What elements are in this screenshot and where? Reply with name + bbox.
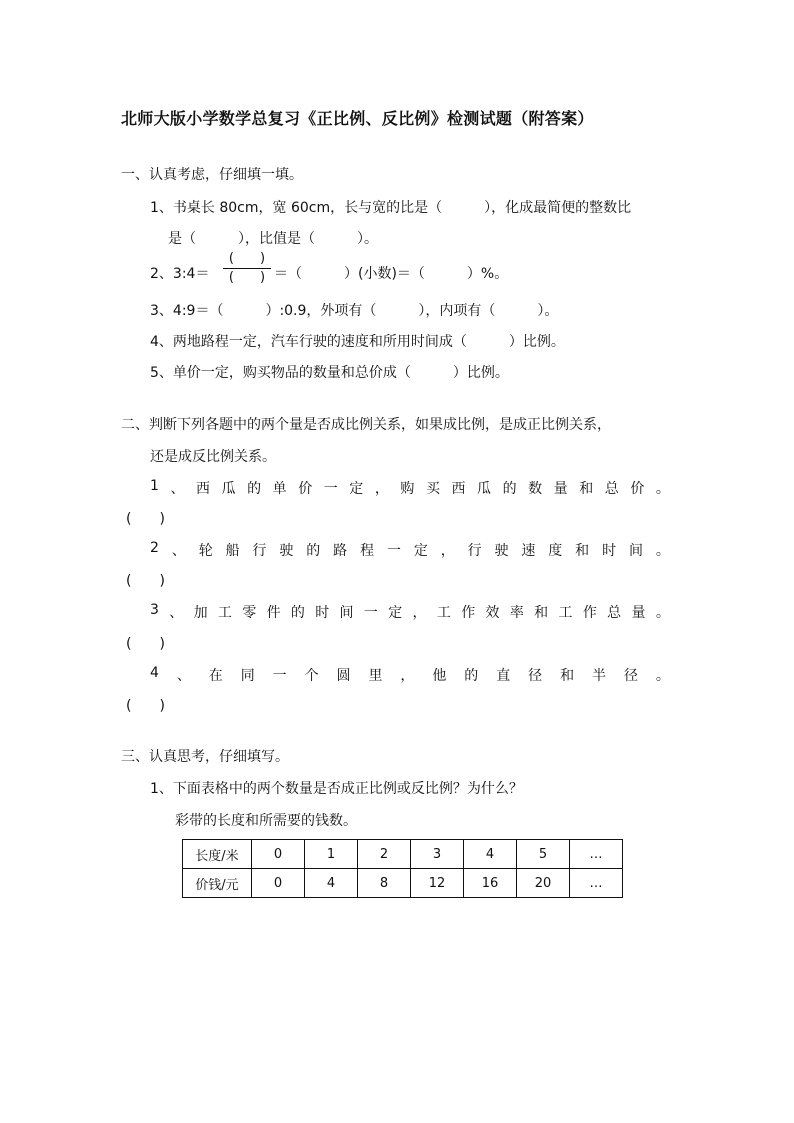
judge-char: 同	[240, 668, 255, 684]
table-cell: 1	[305, 840, 358, 869]
question-1-4: 4、两地路程一定，汽车行驶的速度和所用时间成（ ）比例。	[150, 334, 565, 350]
judge-item-3-paren: ( )	[126, 636, 165, 652]
judge-char: 3	[150, 602, 159, 618]
judge-char: 西	[196, 481, 211, 497]
table-caption: 彩带的长度和所需要的钱数。	[175, 813, 357, 829]
judge-char: 时	[315, 605, 330, 621]
judge-char: 的	[306, 543, 321, 559]
question-1-2-lead: 2、3:4＝	[150, 266, 210, 282]
judge-char: 径	[528, 668, 543, 684]
table-cell: 2	[358, 840, 411, 869]
table-cell: 0	[252, 840, 305, 869]
judge-char: 直	[496, 668, 511, 684]
judge-char: 一	[386, 543, 401, 559]
judge-char: 他	[432, 668, 447, 684]
judge-char: 量	[553, 481, 568, 497]
judge-char: 工	[558, 605, 573, 621]
judge-item-2	[150, 540, 670, 560]
judge-char: 一	[272, 668, 287, 684]
judge-char: 、	[171, 543, 186, 559]
judge-char: 驶	[494, 543, 509, 559]
judge-item-4-paren: ( )	[126, 698, 165, 714]
judge-char: 驶	[279, 543, 294, 559]
table-cell: 0	[252, 869, 305, 898]
table-cell: 3	[411, 840, 464, 869]
table-cell: 4	[305, 869, 358, 898]
judge-item-3	[150, 602, 670, 622]
judge-char: 西	[451, 481, 466, 497]
judge-char: 单	[272, 481, 287, 497]
judge-char: 工	[217, 605, 232, 621]
fraction-bar	[223, 268, 271, 269]
judge-char: 定	[349, 481, 364, 497]
judge-char: 工	[436, 605, 451, 621]
judge-char: 速	[521, 543, 536, 559]
table-cell: 12	[411, 869, 464, 898]
table-cell: 20	[517, 869, 570, 898]
judge-char: ，	[374, 481, 389, 497]
section-1-heading: 一、认真考虑，仔细填一填。	[121, 167, 303, 183]
judge-char: 价	[630, 481, 645, 497]
judge-char: 数	[528, 481, 543, 497]
judge-char: 轮	[198, 543, 213, 559]
judge-char: 间	[628, 543, 643, 559]
question-1-2-fraction	[223, 251, 271, 286]
judge-char: 1	[150, 478, 159, 494]
judge-char: 作	[582, 605, 597, 621]
judge-char: 度	[548, 543, 563, 559]
judge-char: 、	[169, 605, 184, 621]
judge-char: 的	[290, 605, 305, 621]
judge-char: 的	[502, 481, 517, 497]
judge-char: 径	[623, 668, 638, 684]
judge-char: 率	[509, 605, 524, 621]
table-cell: 4	[464, 840, 517, 869]
judge-char: 作	[461, 605, 476, 621]
judge-char: ，	[412, 605, 427, 621]
judge-char: 半	[592, 668, 607, 684]
page-title: 北师大版小学数学总复习《正比例、反比例》检测试题（附答案）	[121, 109, 594, 128]
judge-char: 效	[485, 605, 500, 621]
judge-char: 瓜	[477, 481, 492, 497]
judge-char: 。	[655, 605, 670, 621]
judge-char: 行	[252, 543, 267, 559]
table-row-price	[183, 869, 623, 898]
judge-char: 总	[607, 605, 622, 621]
price-table	[182, 839, 623, 898]
judge-char: 的	[247, 481, 262, 497]
table-cell: 价钱/元	[183, 869, 252, 898]
judge-char: 个	[304, 668, 319, 684]
judge-char: 、	[170, 481, 185, 497]
judge-char: 瓜	[221, 481, 236, 497]
judge-char: 间	[339, 605, 354, 621]
judge-char: 买	[425, 481, 440, 497]
judge-char: 圆	[336, 668, 351, 684]
table-cell: 8	[358, 869, 411, 898]
judge-char: 价	[298, 481, 313, 497]
judge-item-2-paren: ( )	[126, 573, 165, 589]
question-1-1-line-1: 1、书桌长 80cm，宽 60cm，长与宽的比是（ ），化成最简便的整数比	[150, 200, 632, 216]
judge-item-1-paren: ( )	[126, 511, 165, 527]
judge-item-4	[150, 665, 670, 685]
judge-char: 定	[413, 543, 428, 559]
table-cell: 5	[517, 840, 570, 869]
judge-char: ，	[400, 668, 415, 684]
judge-char: 在	[208, 668, 223, 684]
judge-char: 里	[368, 668, 383, 684]
judge-char: 量	[631, 605, 646, 621]
judge-char: 零	[242, 605, 257, 621]
judge-char: 购	[400, 481, 415, 497]
table-cell: 长度/米	[183, 840, 252, 869]
judge-item-1	[150, 478, 670, 498]
judge-char: 和	[575, 543, 590, 559]
question-1-2-tail: ＝（ ）(小数)＝（ ）%。	[274, 266, 509, 282]
section-2-heading-line-2: 还是成反比例关系。	[150, 449, 276, 465]
judge-char: 程	[360, 543, 375, 559]
table-cell: …	[570, 840, 623, 869]
judge-char: 2	[150, 540, 159, 556]
question-1-5: 5、单价一定，购买物品的数量和总价成（ ）比例。	[150, 365, 509, 381]
judge-char: 、	[176, 668, 191, 684]
question-3-1: 1、下面表格中的两个数量是否成正比例或反比例？为什么？	[150, 781, 523, 797]
section-2-heading: 二、判断下列各题中的两个量是否成比例关系，如果成比例，是成正比例关系，	[121, 417, 611, 433]
judge-char: 的	[464, 668, 479, 684]
judge-char: 和	[579, 481, 594, 497]
judge-char: ，	[440, 543, 455, 559]
judge-char: 路	[333, 543, 348, 559]
judge-char: 加	[193, 605, 208, 621]
question-1-1-line-2: 是（ ），比值是（ ）。	[168, 231, 378, 247]
judge-char: 。	[655, 481, 670, 497]
table-cell: 16	[464, 869, 517, 898]
judge-char: 船	[225, 543, 240, 559]
judge-char: 件	[266, 605, 281, 621]
fraction-numerator: ( )	[228, 251, 266, 266]
judge-char: 总	[604, 481, 619, 497]
judge-char: 定	[388, 605, 403, 621]
section-3-heading: 三、认真思考，仔细填写。	[121, 749, 289, 765]
question-1-3: 3、4:9＝（ ）:0.9，外项有（ ），内项有（ ）。	[150, 303, 559, 319]
judge-char: 和	[534, 605, 549, 621]
table-cell: …	[570, 869, 623, 898]
table-row-length	[183, 840, 623, 869]
judge-char: 一	[323, 481, 338, 497]
fraction-denominator: ( )	[228, 270, 266, 285]
judge-char: 和	[560, 668, 575, 684]
judge-char: 4	[150, 665, 159, 681]
judge-char: 时	[602, 543, 617, 559]
judge-char: 。	[655, 543, 670, 559]
judge-char: 一	[363, 605, 378, 621]
judge-char: 行	[467, 543, 482, 559]
judge-char: 。	[655, 668, 670, 684]
